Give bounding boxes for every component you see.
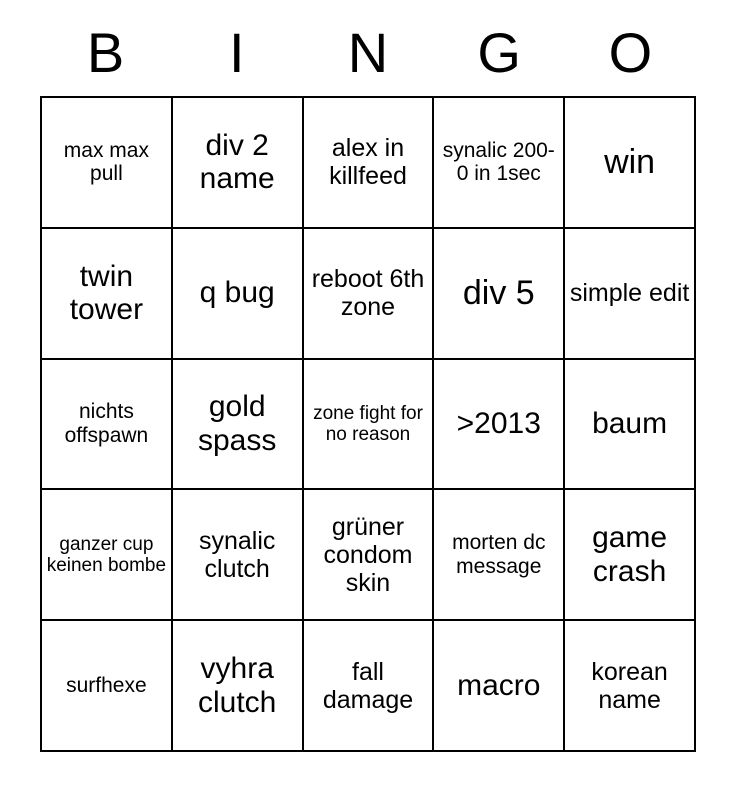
bingo-cell-label: alex in killfeed: [329, 134, 407, 191]
bingo-cell-label: q bug: [199, 276, 275, 310]
bingo-cell-label: div 2 name: [199, 128, 275, 196]
bingo-row: [42, 621, 696, 752]
bingo-row: [42, 490, 696, 621]
bingo-cell[interactable]: [434, 490, 565, 621]
bingo-cell-label: >2013: [456, 407, 541, 441]
bingo-cell-label: baum: [592, 407, 668, 441]
bingo-cell-label: synalic 200-0 in 1sec: [442, 138, 555, 186]
bingo-cell[interactable]: [42, 98, 173, 229]
bingo-cell[interactable]: [565, 229, 696, 360]
bingo-cell[interactable]: [434, 360, 565, 491]
bingo-cell-label: div 5: [462, 274, 535, 313]
bingo-cell[interactable]: [304, 360, 435, 491]
bingo-cell[interactable]: [304, 621, 435, 752]
bingo-header-letter-o: O: [608, 21, 653, 84]
bingo-cell[interactable]: [42, 621, 173, 752]
bingo-cell-label: synalic clutch: [198, 526, 276, 583]
bingo-cell-label: win: [604, 143, 656, 182]
bingo-row: [42, 229, 696, 360]
bingo-cell[interactable]: [434, 98, 565, 229]
bingo-cell[interactable]: [42, 490, 173, 621]
bingo-header-letter-i: I: [229, 21, 245, 84]
bingo-cell[interactable]: [434, 621, 565, 752]
bingo-cell-label: morten dc message: [452, 531, 546, 578]
bingo-header-row: [40, 10, 696, 96]
bingo-cell-label: nichts offspawn: [64, 400, 149, 447]
bingo-cell-label: zone fight for no reason: [313, 402, 423, 445]
bingo-cell[interactable]: [173, 98, 304, 229]
bingo-cell[interactable]: [173, 490, 304, 621]
bingo-header-letter-b: B: [86, 21, 125, 84]
bingo-cell[interactable]: [565, 98, 696, 229]
bingo-grid: [40, 96, 696, 752]
bingo-cell-label: korean name: [591, 657, 668, 714]
bingo-cell[interactable]: [42, 360, 173, 491]
bingo-cell[interactable]: [304, 98, 435, 229]
bingo-cell-label: gold spass: [198, 390, 277, 457]
bingo-row: [42, 360, 696, 491]
bingo-cell[interactable]: [565, 621, 696, 752]
bingo-cell[interactable]: [42, 229, 173, 360]
bingo-cell[interactable]: [173, 360, 304, 491]
bingo-cell-label: macro: [457, 668, 541, 702]
bingo-cell-label: ganzer cup keinen bombe: [46, 533, 167, 576]
bingo-cell-label: simple edit: [569, 279, 690, 308]
bingo-cell[interactable]: [304, 229, 435, 360]
bingo-cell-label: grüner condom skin: [323, 512, 413, 597]
bingo-cell-label: fall damage: [322, 657, 414, 714]
bingo-cell[interactable]: [434, 229, 565, 360]
bingo-cell-label: surfhexe: [66, 673, 147, 697]
bingo-cell-label: game crash: [592, 521, 668, 588]
bingo-cell[interactable]: [304, 490, 435, 621]
bingo-cell-label: reboot 6th zone: [311, 265, 425, 322]
bingo-cell-label: twin tower: [69, 259, 144, 327]
bingo-cell[interactable]: [565, 490, 696, 621]
bingo-row: [42, 98, 696, 229]
bingo-cell-label: max max pull: [63, 138, 149, 186]
bingo-cell[interactable]: [565, 360, 696, 491]
bingo-cell-label: vyhra clutch: [198, 651, 277, 719]
bingo-header-letter-n: N: [347, 21, 389, 84]
bingo-cell[interactable]: [173, 621, 304, 752]
bingo-cell[interactable]: [173, 229, 304, 360]
bingo-header-letter-g: G: [477, 21, 521, 84]
